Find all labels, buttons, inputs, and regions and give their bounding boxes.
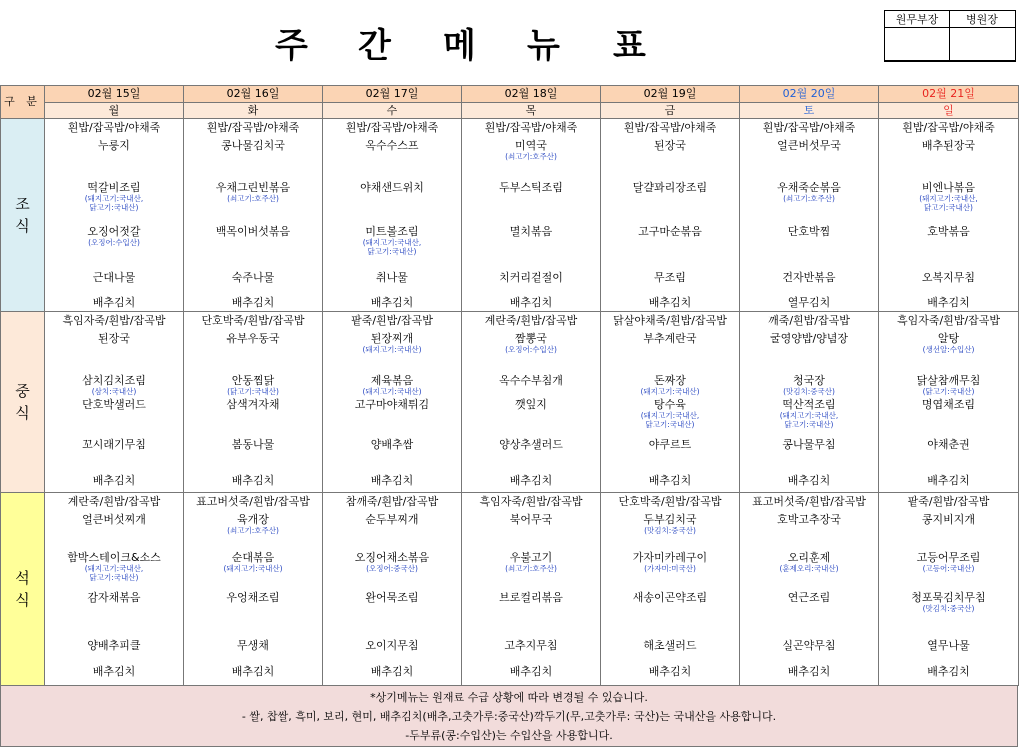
menu-item: 배추김치 (231, 665, 275, 678)
origin-note: (돼지고기:국내산, (919, 194, 978, 203)
menu-item: 흰밥/잡곡밥/야채죽 (762, 121, 856, 134)
menu-cell (184, 493, 323, 686)
menu-item: 배추김치 (927, 665, 970, 678)
menu-item: 흰밥/잡곡밥/야채죽 (67, 121, 161, 134)
menu-item: 호박볶음 (927, 225, 970, 238)
menu-item: 고구마야채튀김 (354, 398, 430, 411)
menu-item: 배추김치 (648, 665, 692, 678)
menu-item: 치커리겉절이 (499, 271, 563, 284)
menu-item: 무조림 (654, 271, 686, 284)
footer-note: - 쌀, 찹쌀, 흑미, 보리, 현미, 배추김치(배추,고춧가루:중국산)깍두기(무,고춧가루: 국산)는 국내산을 사용합니다. (241, 710, 777, 723)
menu-cell (601, 312, 740, 493)
origin-note: (오징어:중국산) (366, 564, 418, 573)
origin-note: (돼지고기:국내산) (362, 345, 422, 354)
origin-note: 닭고기:국내산) (924, 203, 973, 212)
menu-item: 흰밥/잡곡밥/야채죽 (902, 121, 995, 134)
menu-item: 미역국 (515, 139, 547, 152)
menu-item: 배추김치 (92, 474, 136, 487)
approval-manager: 원무부장 (885, 11, 949, 28)
menu-item: 콩나물김치국 (221, 139, 285, 152)
date-header: 02월 15일 (45, 86, 184, 103)
origin-note: (오징어:수입산) (88, 238, 140, 247)
menu-cell (740, 119, 879, 312)
menu-table (0, 85, 1019, 686)
menu-item: 양배추쌈 (370, 438, 414, 451)
menu-item: 돈짜장 (654, 374, 686, 387)
menu-cell (879, 312, 1019, 493)
origin-note: (돼지고기:국내산) (640, 387, 700, 396)
menu-item: 단호박죽/흰밥/잡곡밥 (618, 495, 722, 508)
date-header: 02월 16일 (184, 86, 323, 103)
origin-note: 닭고기:국내산) (89, 203, 139, 212)
origin-note: (돼지고기:국내산) (362, 387, 422, 396)
menu-item: 안동찜닭 (231, 374, 275, 387)
meal-label (1, 119, 45, 312)
origin-note: (돼지고기:국내산, (84, 194, 144, 203)
menu-item: 표고버섯죽/흰밥/잡곡밥 (196, 495, 310, 508)
menu-item: 팥죽/흰밥/잡곡밥 (907, 495, 990, 508)
origin-note: (가자미:미국산) (644, 564, 696, 573)
menu-item: 참깨죽/흰밥/잡곡밥 (345, 495, 439, 508)
menu-item: 열무나물 (927, 639, 970, 652)
menu-item: 꼬시래기무침 (82, 438, 146, 451)
menu-item: 흰밥/잡곡밥/야채죽 (484, 121, 578, 134)
menu-item: 짬뽕국 (515, 332, 547, 345)
gubun-header: 구 분 (1, 86, 45, 119)
date-header: 02월 19일 (601, 86, 740, 103)
footer-note: *상기메뉴는 원재료 수급 상황에 따라 변경될 수 있습니다. (370, 691, 648, 704)
menu-item: 함박스테이크&소스 (67, 551, 161, 564)
menu-item: 배추김치 (231, 474, 275, 487)
menu-item: 계란죽/흰밥/잡곡밥 (67, 495, 161, 508)
menu-item: 된장국 (654, 139, 686, 152)
menu-item: 야채춘권 (927, 438, 970, 451)
menu-item: 고등어무조림 (916, 551, 981, 564)
menu-cell (740, 312, 879, 493)
title-char: 표 (613, 26, 646, 66)
menu-item: 청국장 (793, 374, 825, 387)
menu-item: 건자반볶음 (782, 271, 836, 284)
menu-item: 된장국 (98, 332, 130, 345)
menu-item: 깨죽/흰밥/잡곡밥 (768, 314, 850, 327)
menu-cell (45, 119, 184, 312)
menu-item: 우채그린빈볶음 (215, 181, 291, 194)
menu-item: 계란죽/흰밥/잡곡밥 (484, 314, 578, 327)
date-header: 02월 18일 (462, 86, 601, 103)
menu-item: 단호박찜 (787, 225, 831, 238)
menu-item: 브로컬리볶음 (499, 591, 563, 604)
menu-item: 오징어채소볶음 (354, 551, 430, 564)
menu-item: 오복지무침 (921, 271, 976, 284)
menu-cell (879, 119, 1019, 312)
menu-item: 고구마순볶음 (638, 225, 702, 238)
footer-notes (0, 685, 1018, 747)
origin-note: (닭고기:국내산) (227, 387, 279, 396)
title-char: 주 (275, 26, 308, 66)
menu-item: 야채샌드위치 (360, 181, 424, 194)
menu-item: 흑임자죽/흰밥/잡곡밥 (896, 314, 1001, 327)
origin-note: (돼지고기:국내산) (223, 564, 283, 573)
menu-item: 얼큰버섯찌개 (82, 513, 146, 526)
menu-item: 양배추피클 (87, 639, 141, 652)
menu-cell (184, 119, 323, 312)
menu-item: 완어묵조림 (365, 591, 419, 604)
menu-item: 닭살참깨무침 (916, 374, 981, 387)
menu-item: 배추김치 (787, 474, 831, 487)
origin-note: (돼지고기:국내산, (84, 564, 144, 573)
menu-item: 배추김치 (509, 296, 553, 309)
menu-item: 단호박죽/흰밥/잡곡밥 (201, 314, 305, 327)
menu-item: 배추된장국 (921, 139, 976, 152)
menu-item: 삼색겨자채 (226, 398, 280, 411)
meal-label-char: 조 (15, 195, 30, 213)
menu-item: 오리훈제 (787, 551, 831, 564)
weekday-header: 월 (45, 103, 184, 119)
origin-note: 닭고기:국내산) (645, 420, 695, 429)
menu-cell (462, 119, 601, 312)
title-char: 메 (443, 26, 476, 66)
menu-cell (879, 493, 1019, 686)
weekday-header: 금 (601, 103, 740, 119)
menu-item: 굴영양밥/양념장 (769, 332, 849, 345)
origin-note: (쇠고기:호주산) (227, 526, 279, 535)
date-header: 02월 20일 (740, 86, 879, 103)
menu-item: 멸치볶음 (509, 225, 553, 238)
meal-label (1, 312, 45, 493)
menu-item: 취나물 (376, 271, 408, 284)
menu-item: 유부우동국 (226, 332, 280, 345)
menu-item: 배추김치 (927, 296, 970, 309)
menu-cell (45, 312, 184, 493)
menu-item: 비엔나볶음 (921, 181, 976, 194)
menu-item: 배추김치 (370, 474, 414, 487)
menu-item: 가자미카레구이 (632, 551, 708, 564)
title-char: 뉴 (527, 26, 560, 66)
menu-item: 순두부찌개 (365, 513, 419, 526)
menu-item: 배추김치 (648, 474, 692, 487)
menu-cell (323, 119, 462, 312)
menu-item: 부추계란국 (643, 332, 697, 345)
meal-label-char: 식 (15, 591, 30, 609)
origin-note: (맛김치:중국산) (922, 604, 975, 613)
origin-note: (맛김치:중국산) (644, 526, 696, 535)
meal-label-char: 석 (15, 569, 30, 587)
menu-item: 무생채 (237, 639, 269, 652)
menu-item: 연근조림 (787, 591, 831, 604)
menu-item: 청포묵김치무침 (911, 591, 986, 604)
menu-item: 표고버섯죽/흰밥/잡곡밥 (752, 495, 866, 508)
menu-item: 야쿠르트 (648, 438, 692, 451)
menu-item: 감자채볶음 (87, 591, 141, 604)
menu-item: 육개장 (237, 513, 269, 526)
menu-item: 두부스틱조림 (499, 181, 563, 194)
menu-cell (740, 493, 879, 686)
menu-item: 백목이버섯볶음 (215, 225, 291, 238)
page-title (0, 0, 870, 84)
origin-note: (생선알:수입산) (922, 345, 975, 354)
menu-item: 두부김치국 (643, 513, 697, 526)
menu-item: 떡산적조림 (782, 398, 836, 411)
origin-note: (쇠고기:호주산) (505, 152, 557, 161)
weekday-header: 수 (323, 103, 462, 119)
menu-item: 배추김치 (787, 665, 831, 678)
menu-item: 숙주나물 (231, 271, 275, 284)
menu-item: 팥죽/흰밥/잡곡밥 (351, 314, 433, 327)
weekday-header: 화 (184, 103, 323, 119)
origin-note: (삼치:국내산) (91, 387, 137, 396)
title-char: 간 (358, 26, 391, 66)
menu-item: 우엉채조림 (226, 591, 280, 604)
menu-item: 배추김치 (370, 296, 414, 309)
origin-note: (쇠고기:호주산) (505, 564, 557, 573)
menu-item: 깻잎지 (515, 398, 547, 411)
menu-item: 탕수육 (654, 398, 686, 411)
origin-note: (돼지고기:국내산, (779, 411, 839, 420)
menu-item: 달걀꽈리장조림 (632, 181, 708, 194)
menu-item: 삼치김치조림 (82, 374, 146, 387)
menu-item: 새송이곤약조림 (632, 591, 708, 604)
menu-item: 북어무국 (509, 513, 553, 526)
origin-note: (맛김치:중국산) (783, 387, 835, 396)
menu-cell (323, 493, 462, 686)
meal-label-char: 중 (15, 382, 30, 400)
meal-label-char: 식 (15, 404, 30, 422)
menu-item: 오이지무침 (365, 639, 419, 652)
menu-item: 콩지비지개 (921, 513, 976, 526)
menu-item: 호박고추장국 (777, 513, 841, 526)
meal-label (1, 493, 45, 686)
menu-cell (45, 493, 184, 686)
menu-item: 명엽채조림 (921, 398, 976, 411)
menu-item: 순대볶음 (231, 551, 275, 564)
menu-item: 흑임자죽/흰밥/잡곡밥 (62, 314, 166, 327)
date-header: 02월 21일 (879, 86, 1019, 103)
menu-item: 누룽지 (98, 139, 130, 152)
origin-note: (쇠고기:호주산) (227, 194, 279, 203)
origin-note: (오징어:수입산) (505, 345, 557, 354)
footer-note: -두부류(콩:수입산)는 수입산을 사용합니다. (405, 729, 613, 742)
menu-item: 얼큰버섯무국 (777, 139, 841, 152)
menu-cell (184, 312, 323, 493)
menu-item: 배추김치 (509, 474, 553, 487)
menu-item: 배추김치 (370, 665, 414, 678)
menu-item: 흰밥/잡곡밥/야채죽 (345, 121, 439, 134)
menu-item: 배추김치 (92, 296, 136, 309)
origin-note: (돼지고기:국내산, (640, 411, 700, 420)
menu-cell (601, 493, 740, 686)
menu-item: 단호박샐러드 (82, 398, 146, 411)
weekday-header: 토 (740, 103, 879, 119)
menu-cell (462, 312, 601, 493)
origin-note: 닭고기:국내산) (89, 573, 139, 582)
menu-item: 배추김치 (231, 296, 275, 309)
origin-note: (돼지고기:국내산, (362, 238, 422, 247)
approval-box (884, 10, 1016, 62)
origin-note: 닭고기:국내산) (367, 247, 417, 256)
menu-item: 미트볼조림 (365, 225, 419, 238)
menu-item: 제육볶음 (370, 374, 414, 387)
menu-item: 양상추샐러드 (499, 438, 563, 451)
menu-item: 해초샐러드 (643, 639, 697, 652)
menu-item: 흰밥/잡곡밥/야채죽 (623, 121, 717, 134)
menu-item: 흰밥/잡곡밥/야채죽 (206, 121, 300, 134)
weekday-header: 목 (462, 103, 601, 119)
menu-item: 옥수수부침개 (499, 374, 563, 387)
menu-item: 열무김치 (787, 296, 831, 309)
weekday-header: 일 (879, 103, 1019, 119)
origin-note: (닭고기:국내산) (922, 387, 975, 396)
menu-item: 고추지무침 (504, 639, 558, 652)
origin-note: 닭고기:국내산) (784, 420, 834, 429)
menu-item: 근대나물 (92, 271, 136, 284)
menu-cell (601, 119, 740, 312)
meal-label-char: 식 (15, 217, 30, 235)
menu-cell (323, 312, 462, 493)
menu-cell (462, 493, 601, 686)
menu-item: 옥수수스프 (365, 139, 419, 152)
menu-item: 콩나물무침 (782, 438, 836, 451)
menu-item: 떡갈비조림 (87, 181, 141, 194)
origin-note: (고등어:국내산) (922, 564, 975, 573)
date-header: 02월 17일 (323, 86, 462, 103)
menu-item: 배추김치 (927, 474, 970, 487)
menu-item: 배추김치 (509, 665, 553, 678)
menu-item: 흑임자죽/흰밥/잡곡밥 (479, 495, 583, 508)
menu-item: 우채죽순볶음 (777, 181, 841, 194)
menu-item: 우불고기 (509, 551, 553, 564)
approval-director: 병원장 (949, 11, 1015, 28)
menu-item: 배추김치 (648, 296, 692, 309)
origin-note: (쇠고기:호주산) (783, 194, 835, 203)
menu-item: 오징어젓갈 (87, 225, 141, 238)
origin-note: (훈제오리:국내산) (779, 564, 839, 573)
menu-item: 알탕 (937, 332, 960, 345)
menu-item: 봄동나물 (231, 438, 275, 451)
menu-item: 된장찌개 (370, 332, 414, 345)
menu-item: 닭살야채죽/흰밥/잡곡밥 (613, 314, 727, 327)
menu-item: 실곤약무침 (782, 639, 836, 652)
menu-item: 배추김치 (92, 665, 136, 678)
